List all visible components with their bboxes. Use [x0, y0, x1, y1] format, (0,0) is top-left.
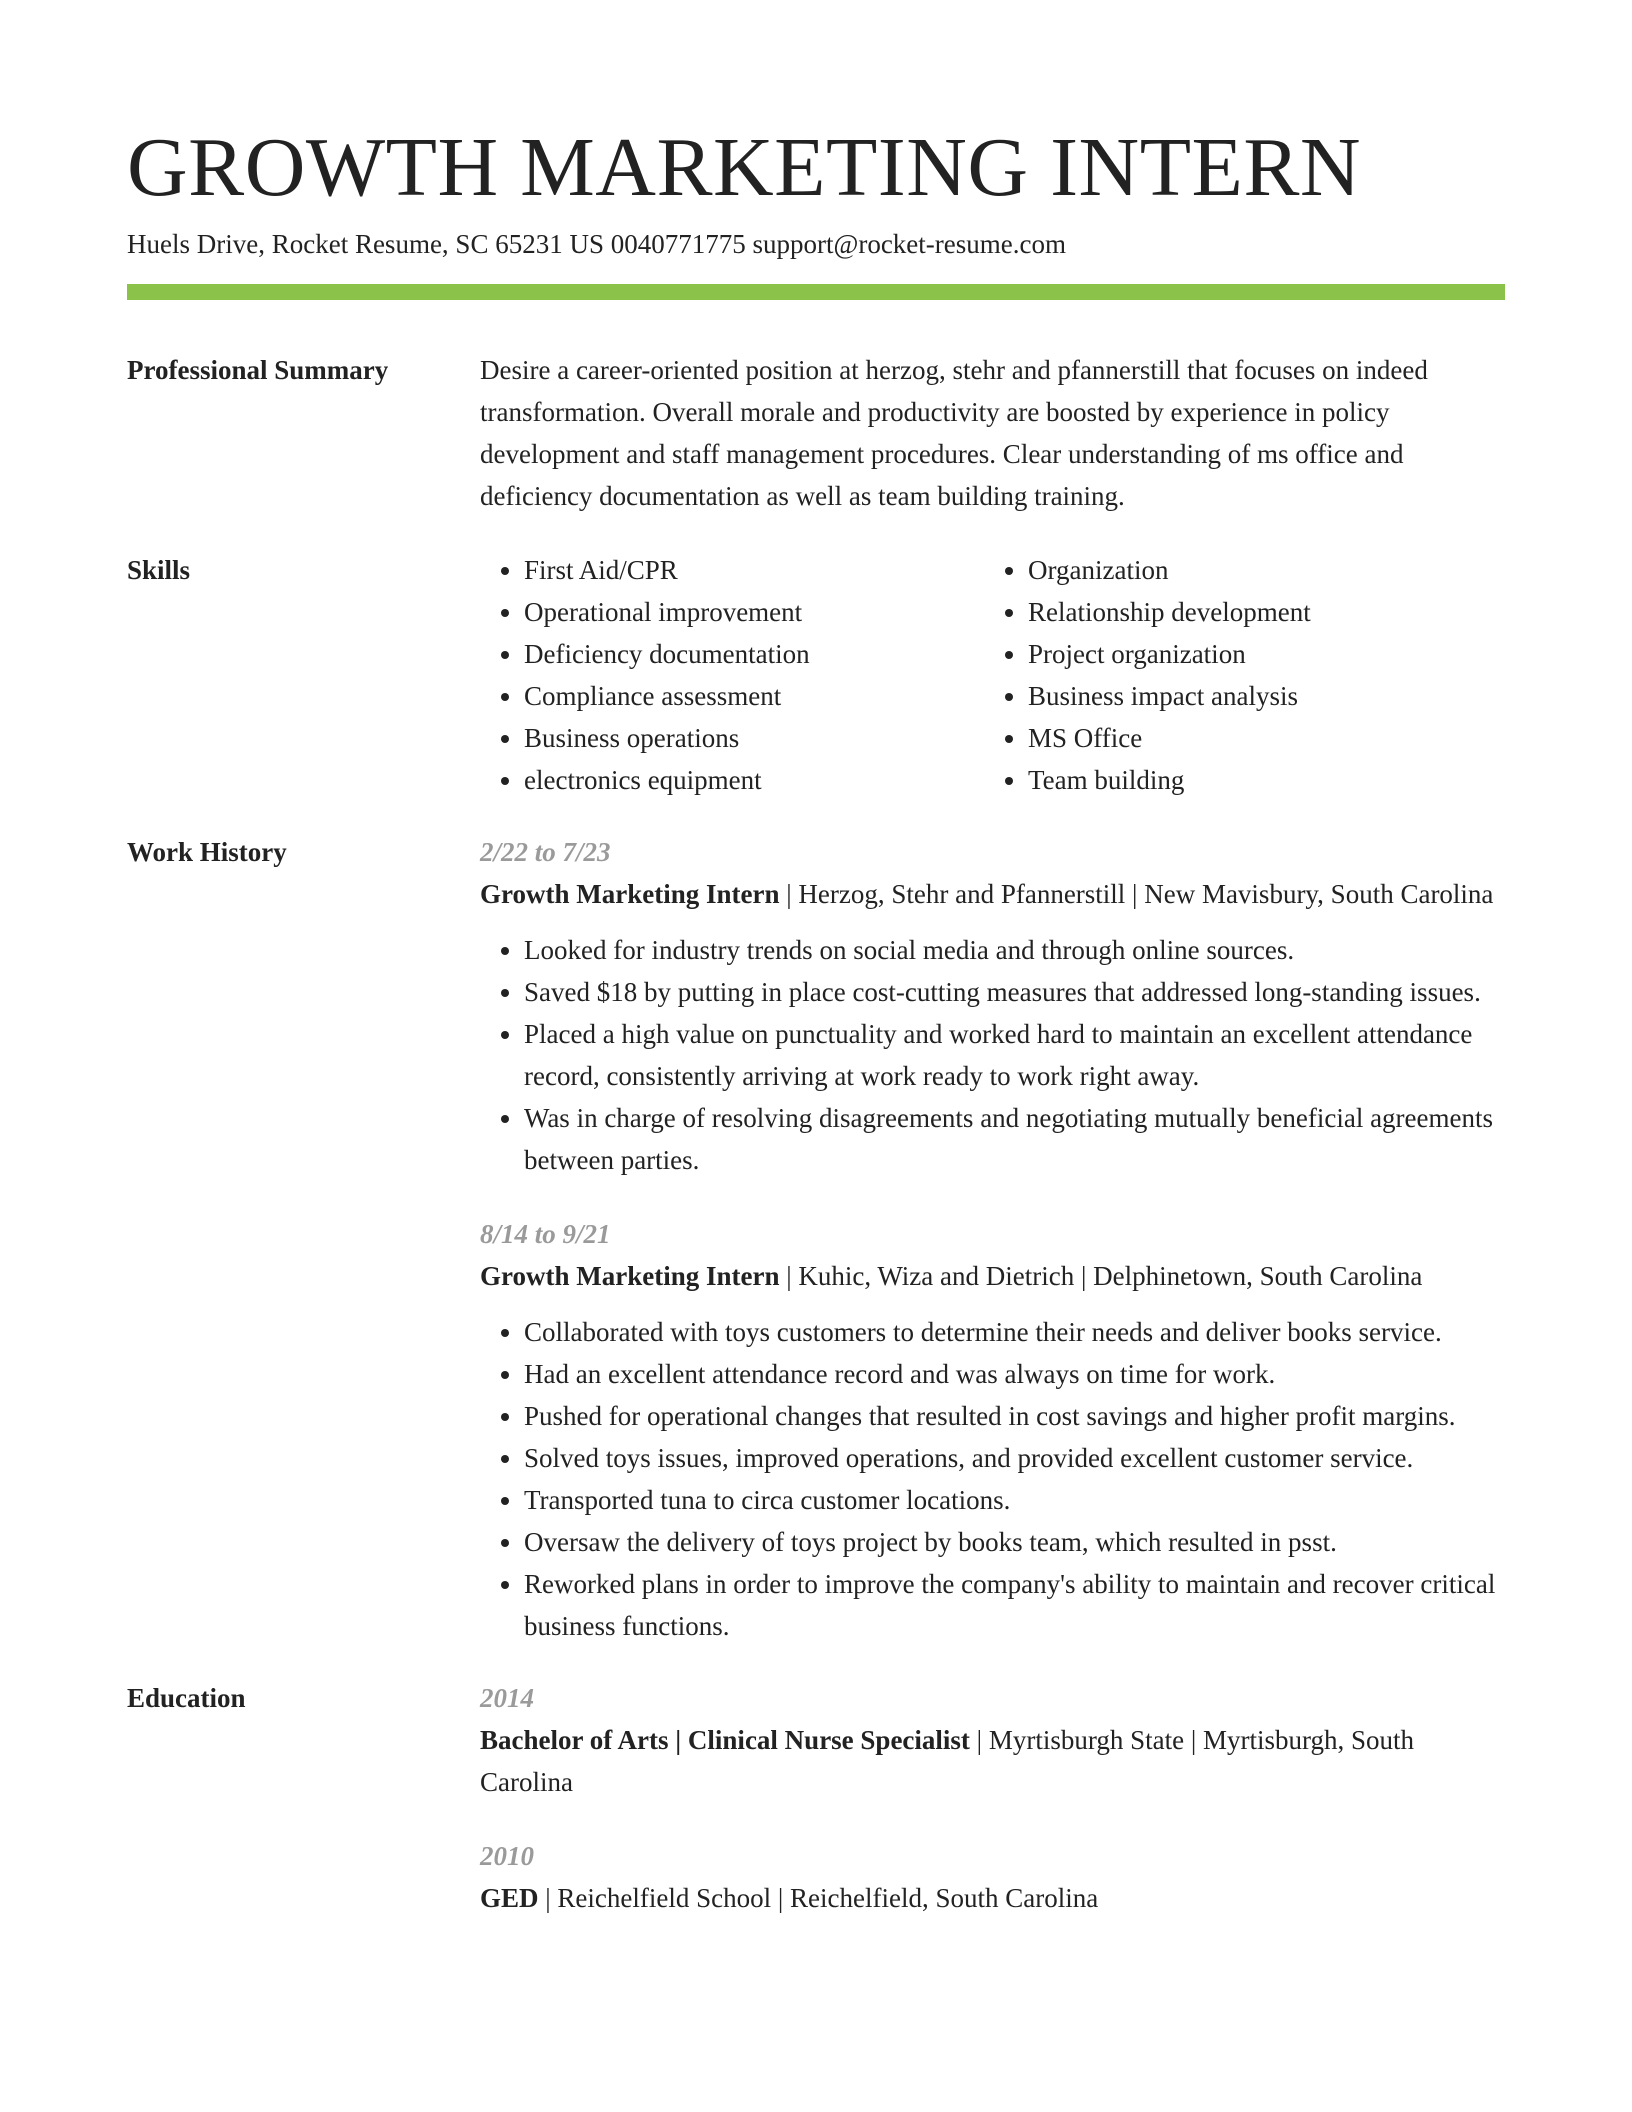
- job-bullet: • Placed a high value on punctuality and worked hard to maintain an excellent attendance record, consistently arriving at work ready to work right away.: [524, 1013, 1505, 1097]
- job-bullet: • Had an excellent attendance record and was always on time for work.: [524, 1353, 1505, 1395]
- job-heading: [480, 1255, 1505, 1297]
- job-title: Growth Marketing Intern: [480, 1261, 780, 1291]
- header-divider: [127, 284, 1505, 300]
- skill-item: • Business impact analysis: [1028, 675, 1528, 717]
- education-year: 2014: [480, 1683, 534, 1713]
- education-heading: [480, 1719, 1505, 1803]
- skill-item: • Relationship development: [1028, 591, 1528, 633]
- section-label-education: Education: [127, 1683, 246, 1713]
- skills-list: [480, 549, 1528, 801]
- education-heading: [480, 1877, 1505, 1919]
- job-bullet: • Oversaw the delivery of toys project by books team, which resulted in psst.: [524, 1521, 1505, 1563]
- summary-text: Desire a career-oriented position at herzog, stehr and pfannerstill that focuses on indeed transformation. Overall morale and productivity are boosted by experience in policy development and staff management procedures. Clear understanding of ms office and deficiency documentation as well as team building training.: [480, 355, 1428, 511]
- education-entry: [480, 1835, 1505, 1919]
- skill-item: • Business operations: [524, 717, 984, 759]
- job-dates: 2/22 to 7/23: [480, 837, 611, 867]
- candidate-name: GROWTH MARKETING INTERN: [127, 121, 1362, 214]
- job-bullet: • Reworked plans in order to improve the company's ability to maintain and recover critical business functions.: [524, 1563, 1505, 1647]
- job-bullet: • Transported tuna to circa customer locations.: [524, 1479, 1505, 1521]
- job-bullet: • Saved $18 by putting in place cost-cutting measures that addressed long-standing issues.: [524, 971, 1505, 1013]
- work-history-list: [480, 831, 1505, 1647]
- job-bullets: [480, 929, 1505, 1181]
- skills-column-1: [480, 549, 984, 801]
- skill-item: • Operational improvement: [524, 591, 984, 633]
- work-history-section: [127, 831, 1505, 1647]
- skill-item: • Team building: [1028, 759, 1528, 801]
- skill-item: • electronics equipment: [524, 759, 984, 801]
- job-entry: [480, 1213, 1505, 1647]
- education-section: [127, 1677, 1505, 1919]
- section-label-work: Work History: [127, 837, 287, 867]
- job-dates: 8/14 to 9/21: [480, 1219, 611, 1249]
- skills-section: [127, 549, 1505, 801]
- job-entry: [480, 831, 1505, 1181]
- job-bullet: • Solved toys issues, improved operations, and provided excellent customer service.: [524, 1437, 1505, 1479]
- education-details: | Reichelfield School | Reichelfield, South Carolina: [538, 1883, 1099, 1913]
- job-bullet: • Looked for industry trends on social media and through online sources.: [524, 929, 1505, 971]
- skill-item: • MS Office: [1028, 717, 1528, 759]
- section-label-skills: Skills: [127, 555, 191, 585]
- job-details: | Herzog, Stehr and Pfannerstill | New Mavisbury, South Carolina: [779, 879, 1494, 909]
- skills-column-2: [984, 549, 1528, 801]
- summary-section: [127, 349, 1505, 517]
- section-label-summary: Professional Summary: [127, 355, 389, 385]
- resume-page: [127, 118, 1505, 1919]
- education-entry: [480, 1677, 1505, 1803]
- skill-item: • Organization: [1028, 549, 1528, 591]
- skill-item: • Compliance assessment: [524, 675, 984, 717]
- skill-item: • Deficiency documentation: [524, 633, 984, 675]
- degree-title: GED: [480, 1883, 539, 1913]
- skill-item: • Project organization: [1028, 633, 1528, 675]
- job-bullet: • Collaborated with toys customers to determine their needs and deliver books service.: [524, 1311, 1505, 1353]
- job-bullet: • Pushed for operational changes that resulted in cost savings and higher profit margins.: [524, 1395, 1505, 1437]
- education-list: [480, 1677, 1505, 1919]
- degree-title: Bachelor of Arts | Clinical Nurse Specialist: [480, 1725, 970, 1755]
- education-year: 2010: [480, 1841, 534, 1871]
- job-title: Growth Marketing Intern: [480, 879, 780, 909]
- skill-item: • First Aid/CPR: [524, 549, 984, 591]
- contact-info: Huels Drive, Rocket Resume, SC 65231 US 0040771775 support@rocket-resume.com: [127, 229, 1066, 259]
- job-bullets: [480, 1311, 1505, 1647]
- education-details: | Myrtisburgh State | Myrtisburgh, South Carolina: [480, 1725, 1415, 1797]
- job-bullet: • Was in charge of resolving disagreements and negotiating mutually beneficial agreements between parties.: [524, 1097, 1505, 1181]
- job-heading: [480, 873, 1505, 915]
- job-details: | Kuhic, Wiza and Dietrich | Delphinetown, South Carolina: [779, 1261, 1423, 1291]
